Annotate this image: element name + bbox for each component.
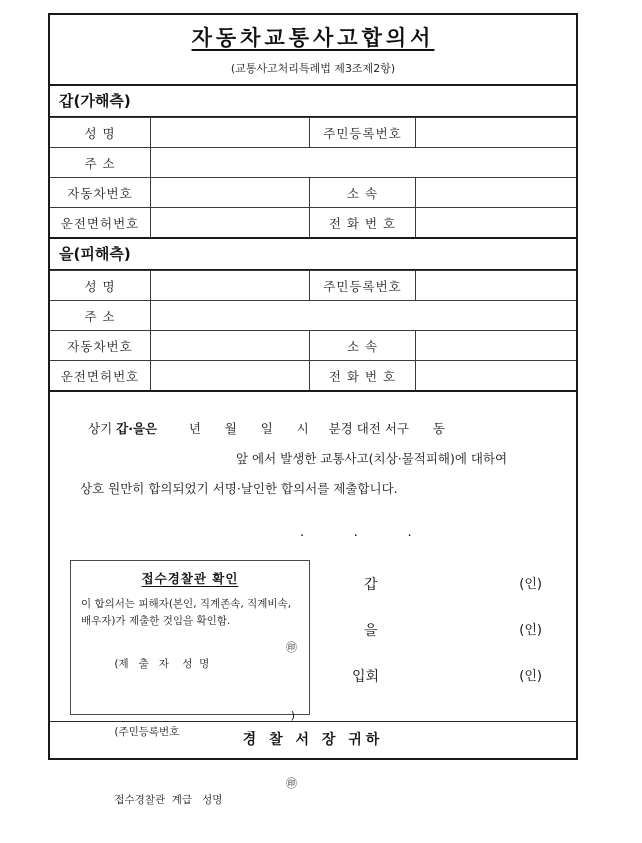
field-label-ssn: 주민등록번호 <box>310 271 416 301</box>
field-value-phone[interactable] <box>416 361 577 391</box>
party-table-eul <box>50 270 576 390</box>
field-label-address: 주 소 <box>50 148 151 178</box>
field-value-address[interactable] <box>151 301 577 331</box>
table-row <box>50 301 576 331</box>
party-block-eul <box>50 239 576 392</box>
signature-label-gap: 갑 <box>364 577 378 594</box>
field-label-address: 주 소 <box>50 301 151 331</box>
table-row <box>50 331 576 361</box>
police-box-submitter-ssn-label: (주민등록번호 － <box>114 726 257 739</box>
field-label-car-number: 자동차번호 <box>50 331 151 361</box>
field-label-name: 성 명 <box>50 271 151 301</box>
police-box-officer-label: 접수경찰관 계급 성명 <box>114 794 223 807</box>
document-page <box>48 13 578 807</box>
table-row <box>50 271 576 301</box>
statement-parties-label: 갑·을은 <box>116 421 158 437</box>
table-row <box>50 361 576 391</box>
police-box-description: 이 합의서는 피해자(본인, 직계존속, 직계비속, 배우자)가 제출한 것임을 확인함. <box>81 598 292 628</box>
table-row <box>50 118 576 148</box>
field-label-name: 성 명 <box>50 118 151 148</box>
seal-icon: ㊞ <box>286 777 297 791</box>
party-heading-eul: 을(피해측) <box>50 239 576 270</box>
statement-line-3: 상호 원만히 합의되었기 서명·날인한 합의서를 제출합니다. <box>80 481 398 497</box>
field-label-car-number: 자동차번호 <box>50 178 151 208</box>
field-label-phone: 전 화 번 호 <box>310 361 416 391</box>
table-row <box>50 178 576 208</box>
seal-icon: ㊞ <box>286 641 297 655</box>
title-block <box>50 15 576 86</box>
field-value-phone[interactable] <box>416 208 577 238</box>
signature-column <box>340 562 550 700</box>
police-box-officer[interactable] <box>81 775 299 843</box>
field-value-car-number[interactable] <box>151 178 310 208</box>
field-value-name[interactable] <box>151 118 310 148</box>
signature-seal-eul: (인) <box>519 623 542 639</box>
party-heading-gap: 갑(가해측) <box>50 86 576 117</box>
table-row <box>50 208 576 238</box>
statement-block <box>50 392 576 548</box>
signature-row-eul[interactable] <box>340 608 550 654</box>
statement-line-1 <box>50 414 576 444</box>
field-value-car-number[interactable] <box>151 331 310 361</box>
signature-label-witness: 입회 <box>352 669 380 686</box>
document-title: 자동차교통사고합의서 <box>191 26 435 50</box>
field-value-name[interactable] <box>151 271 310 301</box>
statement-datetime-placeholders: 년 월 일 시 분경 대전 서구 동 <box>157 421 445 437</box>
document-footer: 경 찰 서 장 귀하 <box>50 721 576 758</box>
field-label-license: 운전면허번호 <box>50 208 151 238</box>
party-block-gap <box>50 86 576 239</box>
field-label-ssn: 주민등록번호 <box>310 118 416 148</box>
table-row <box>50 148 576 178</box>
signature-seal-witness: (인) <box>519 669 542 685</box>
signature-date-line[interactable]: . . . <box>300 525 412 541</box>
field-value-ssn[interactable] <box>416 271 577 301</box>
police-box-title: 접수경찰관 확인 <box>141 571 239 587</box>
police-box-submitter-name-label: (제 출 자 성 명 <box>114 658 210 671</box>
field-value-affiliation[interactable] <box>416 178 577 208</box>
field-label-affiliation: 소 속 <box>310 331 416 361</box>
police-box-submitter-name[interactable] <box>81 639 299 707</box>
closing-paren: ) <box>290 709 295 723</box>
signature-row-gap[interactable] <box>340 562 550 608</box>
field-value-address[interactable] <box>151 148 577 178</box>
statement-prefix: 상기 <box>88 421 117 437</box>
field-label-affiliation: 소 속 <box>310 178 416 208</box>
signature-seal-gap: (인) <box>519 577 542 593</box>
field-label-phone: 전 화 번 호 <box>310 208 416 238</box>
signature-row-witness[interactable] <box>340 654 550 700</box>
party-table-gap <box>50 117 576 237</box>
field-value-license[interactable] <box>151 361 310 391</box>
police-confirmation-box <box>70 560 310 807</box>
signature-label-eul: 을 <box>364 623 378 640</box>
document-subtitle: (교통사고처리특례법 제3조제2항) <box>230 62 396 76</box>
field-label-license: 운전면허번호 <box>50 361 151 391</box>
field-value-ssn[interactable] <box>416 118 577 148</box>
field-value-license[interactable] <box>151 208 310 238</box>
field-value-affiliation[interactable] <box>416 331 577 361</box>
statement-line-2: 앞 에서 발생한 교통사고(치상·물적피해)에 대하여 <box>236 451 508 467</box>
